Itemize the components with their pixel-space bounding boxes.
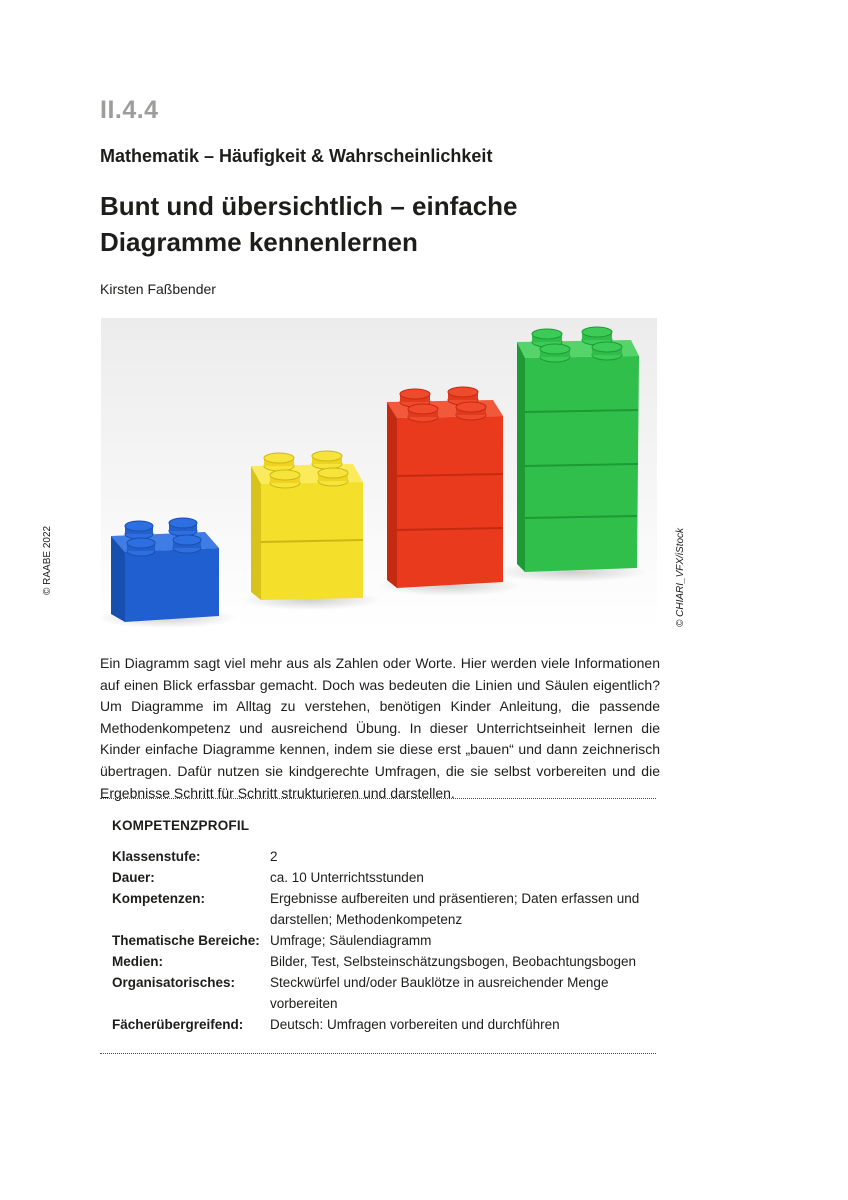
subject-heading: Mathematik – Häufigkeit & Wahrscheinlichkeit	[100, 146, 493, 166]
hero-image-lego-bricks	[101, 318, 657, 630]
row-label: Dauer:	[112, 870, 155, 885]
kompetenzprofil-table	[112, 846, 652, 1035]
table-row	[112, 951, 652, 972]
row-value: Ergebnisse aufbereiten und präsentieren; Daten erfassen und darstellen; Methodenkompetenz	[270, 891, 640, 927]
image-credit: © CHIARI_VFX/iStock	[675, 527, 686, 627]
row-value: Umfrage; Säulendiagramm	[270, 933, 432, 948]
row-label: Medien:	[112, 954, 164, 969]
row-label: Thematische Bereiche:	[112, 933, 260, 948]
row-value: ca. 10 Unterrichtsstunden	[270, 870, 424, 885]
author-name: Kirsten Faßbender	[100, 281, 216, 297]
title-line-2: Diagramme kennenlernen	[100, 227, 418, 257]
page-title	[100, 188, 660, 260]
dotted-divider-bottom	[100, 1053, 656, 1054]
green-brick-stack	[517, 327, 639, 572]
red-brick-stack	[387, 387, 503, 588]
table-row	[112, 867, 652, 888]
title-line-1: Bunt und übersichtlich – einfache	[100, 191, 518, 221]
row-label: Fächerübergreifend:	[112, 1017, 244, 1032]
table-row	[112, 930, 652, 951]
row-label: Organisatorisches:	[112, 975, 236, 990]
copyright-note: © RAABE 2022	[42, 525, 53, 595]
dotted-divider-top	[100, 798, 656, 799]
yellow-brick-stack	[251, 451, 363, 600]
intro-paragraph: Ein Diagramm sagt viel mehr aus als Zahlen oder Worte. Hier werden viele Informationen auf einen Blick erfassbar gemacht. Doch was bedeuten die Linien und Säulen eigentlich? Um Diagramme im Alltag zu verstehen, benötigen Kinder Anleitung, die passende Methodenkompetenz und ausreichend Übung. In dieser Unterrichtseinheit lernen die Kinder einfache Diagramme kennen, indem sie diese erst „bauen“ und dann zeichnerisch übertragen. Dafür nutzen sie kindgerechte Umfragen, die sie selbst vorbereiten und die Ergebnisse Schritt für Schritt strukturieren und darstellen.	[100, 655, 660, 801]
row-value: Steckwürfel und/oder Bauklötze in ausreichender Menge vorbereiten	[270, 975, 609, 1011]
kompetenzprofil-heading: KOMPETENZPROFIL	[112, 818, 250, 833]
row-value: 2	[270, 849, 278, 864]
row-label: Kompetenzen:	[112, 891, 206, 906]
table-row	[112, 972, 652, 1014]
row-value: Bilder, Test, Selbsteinschätzungsbogen, Beobachtungsbogen	[270, 954, 637, 969]
table-row	[112, 1014, 652, 1035]
row-value: Deutsch: Umfragen vorbereiten und durchführen	[270, 1017, 560, 1032]
chapter-number: II.4.4	[100, 96, 159, 124]
table-row	[112, 846, 652, 867]
row-label: Klassenstufe:	[112, 849, 201, 864]
table-row	[112, 888, 652, 930]
